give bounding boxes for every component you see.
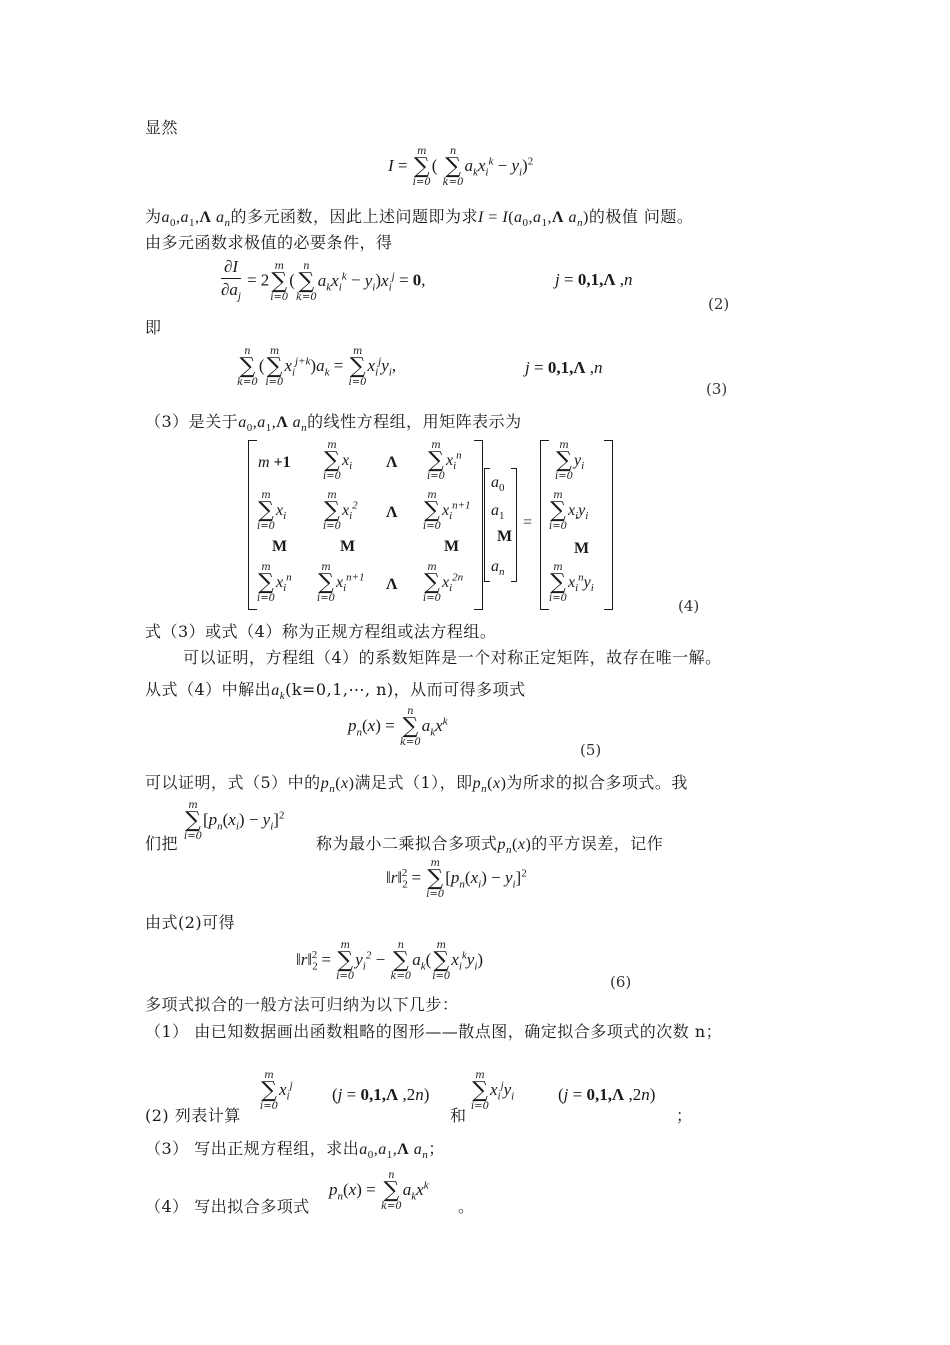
matrix-cell: m ∑ i=0 $x_i^{n+1}$ [317,562,365,604]
equation-number-4: (4) [678,597,700,615]
text-line-from-eq2: 由式(2)可得 [145,913,236,932]
text-segment: （3）是关于 [145,412,239,431]
math-I-function: $I = I(a_0,a_1,\Lambda$ $a_n$) [478,209,589,230]
math-pnx: $p_n(x)$ [320,775,355,796]
text-line-step3 [145,1139,445,1165]
equation-polynomial: $p_n(x)$ = n ∑ k=0 $a_kx^k$ [348,706,448,748]
text-and: 和 [450,1106,467,1125]
vector-a-cell: $a_n$ [491,558,505,579]
vector-rhs-cell: m ∑ i=0 $x_i^ny_i$ [549,562,594,604]
matrix-cell: m ∑ i=0 $x_i^{2n}$ [423,562,464,604]
text-segment: 的平方误差，记作 [531,834,664,853]
matrix-cell: Λ [386,504,398,521]
math-a-vars-2: $a_0,a_1,\Lambda$ $a_n$ [238,414,308,435]
text-segment: 的多元函数，因此上述问题即为求 [230,207,478,226]
matrix-cell: M [340,538,356,555]
math-step4-polynomial: $p_n(x)$ = n ∑ k=0 $a_kx^k$ [329,1170,429,1212]
equation-norm: $‖r‖_2^2$ = m ∑ i=0 $[p_n(x_i) - y_i]^2$ [386,858,527,900]
matrix-cell: M [444,538,460,555]
text-segment: 可以证明，式（5）中的 [145,773,321,792]
equation-number-2: (2) [708,295,730,313]
vector-a-cell: M [497,528,513,545]
math-pnx: $p_n(x)$ [497,836,532,857]
text-segment: 满足式（1），即 [354,773,473,792]
math-pnx: $p_n(x)$ [472,775,507,796]
text-segment: 称为最小二乘拟合多项式 [316,834,498,853]
equation-objective: I = m ∑ i=0 ( n ∑ k=0 $a_kx_i^k - y_i)^2$ [388,146,534,188]
equation-j-range-3: j = 0,1,Λ ,n [525,358,603,377]
text-segment: 的线性方程组，用矩阵表示为 [307,412,522,431]
matrix-cell: m ∑ i=0 $x_i^n$ [427,440,462,482]
text-line-multivariable [145,207,693,233]
text-line-step1: （1） 由已知数据画出函数粗略的图形——散点图，确定拟合多项式的次数 n； [145,1022,723,1041]
vector-rhs-right-bracket [604,440,613,610]
math-step2-sum1: m ∑ i=0 $x_i^j$ [260,1070,293,1112]
vector-a-right-bracket [511,468,517,582]
matrix-cell: m ∑ i=0 $x_i^2$ [323,490,358,532]
math-a-vars: $a_0,a_1,\Lambda$ $a_n$ [161,209,231,230]
text-line-step4: （4） 写出拟合多项式 [145,1197,310,1216]
text-line-positive-definite: 可以证明，方程组（4）的系数矩阵是一个对称正定矩阵，故存在唯一解。 [183,648,722,667]
text-line-general-method: 多项式拟合的一般方法可归纳为以下几步： [145,995,459,1014]
equation-number-5: (5) [580,741,602,759]
matrix-cell: m +1 [258,454,291,471]
matrix-cell: M [272,538,288,555]
math-squared-error-sum: m ∑ i=0 $[p_n(x_i) - y_i]^2$ [184,800,285,842]
text-semicolon: ； [676,1106,693,1125]
matrix-cell: m ∑ i=0 $x_i^{n+1}$ [423,490,471,532]
text-segment: (k=0,1,⋯, n)，从而可得多项式 [285,680,526,699]
math-step2-sum2: m ∑ i=0 $x_i^jy_i$ [471,1070,515,1112]
equation-j-range-2: j = 0,1,Λ ,n [555,270,633,289]
text-line-step2: (2) 列表计算 [145,1106,241,1125]
vector-rhs-cell: M [574,540,590,557]
text-segment: 从式（4）中解出 [145,680,272,699]
math-step2-range2: (j = 0,1,Λ ,2n) [558,1085,656,1104]
text-line-solve-ak [145,680,526,706]
text-line-obviously: 显然 [145,118,179,137]
vector-rhs-cell: m ∑ i=0 $y_i$ [555,440,585,482]
vector-a-cell: $a_0$ [491,474,505,495]
text-segment: 为 [145,207,162,226]
matrix-right-bracket [474,440,483,610]
text-line-satisfies [145,773,688,799]
vector-a-left-bracket [484,468,490,582]
matrix-cell: m ∑ i=0 $x_i$ [323,440,353,482]
equation-norm-expanded: $‖r‖_2^2$ = m ∑ i=0 $y_i^2$ − n ∑ k=0 $a_k$( m ∑ i=0 $x_i^ky_i$) [296,940,484,982]
text-line-linear-system [145,412,522,438]
text-line-least-squares [316,834,663,860]
equation-normal: n ∑ k=0 ( m ∑ i=0 $x_i^{j+k})a_k$ = m ∑ i=0 $x_i^jy_i$, [237,346,397,388]
matrix-cell: Λ [386,576,398,593]
matrix-cell: Λ [386,454,398,471]
text-line-normal-equations: 式（3）或式（4）称为正规方程组或法方程组。 [145,622,497,641]
text-segment: 为所求的拟合多项式。我 [506,773,688,792]
math-a-vars-3: $a_0,a_1,\Lambda$ $a_n$ [359,1141,429,1162]
text-line-we-call: 们把 [145,834,179,853]
math-step2-range1: (j = 0,1,Λ ,2n) [332,1085,430,1104]
vector-a-cell: $a_1$ [491,502,505,523]
equation-number-6: (6) [610,973,632,991]
text-segment: （3） 写出正规方程组，求出 [145,1139,360,1158]
text-segment: 的极值 问题。 [588,207,694,226]
text-period: 。 [458,1197,475,1216]
text-segment: ； [428,1139,445,1158]
equation-partial-derivative: $\frac{\partial I}{\partial a_j}$ = 2 m ∑ i=0 ( n ∑ k=0 $a_kx_i^k - y_i)x_i^j = 0$, [221,257,426,303]
equation-number-3: (3) [706,380,728,398]
text-line-ie: 即 [145,318,162,337]
matrix-cell: m ∑ i=0 $x_i$ [257,490,287,532]
equals-sign: = [523,514,533,531]
math-ak: $a_k$ [271,682,286,703]
matrix-cell: m ∑ i=0 $x_i^n$ [257,562,292,604]
text-line-necessary-condition: 由多元函数求极值的必要条件，得 [145,233,393,252]
vector-rhs-cell: m ∑ i=0 $x_iy_i$ [549,490,589,532]
